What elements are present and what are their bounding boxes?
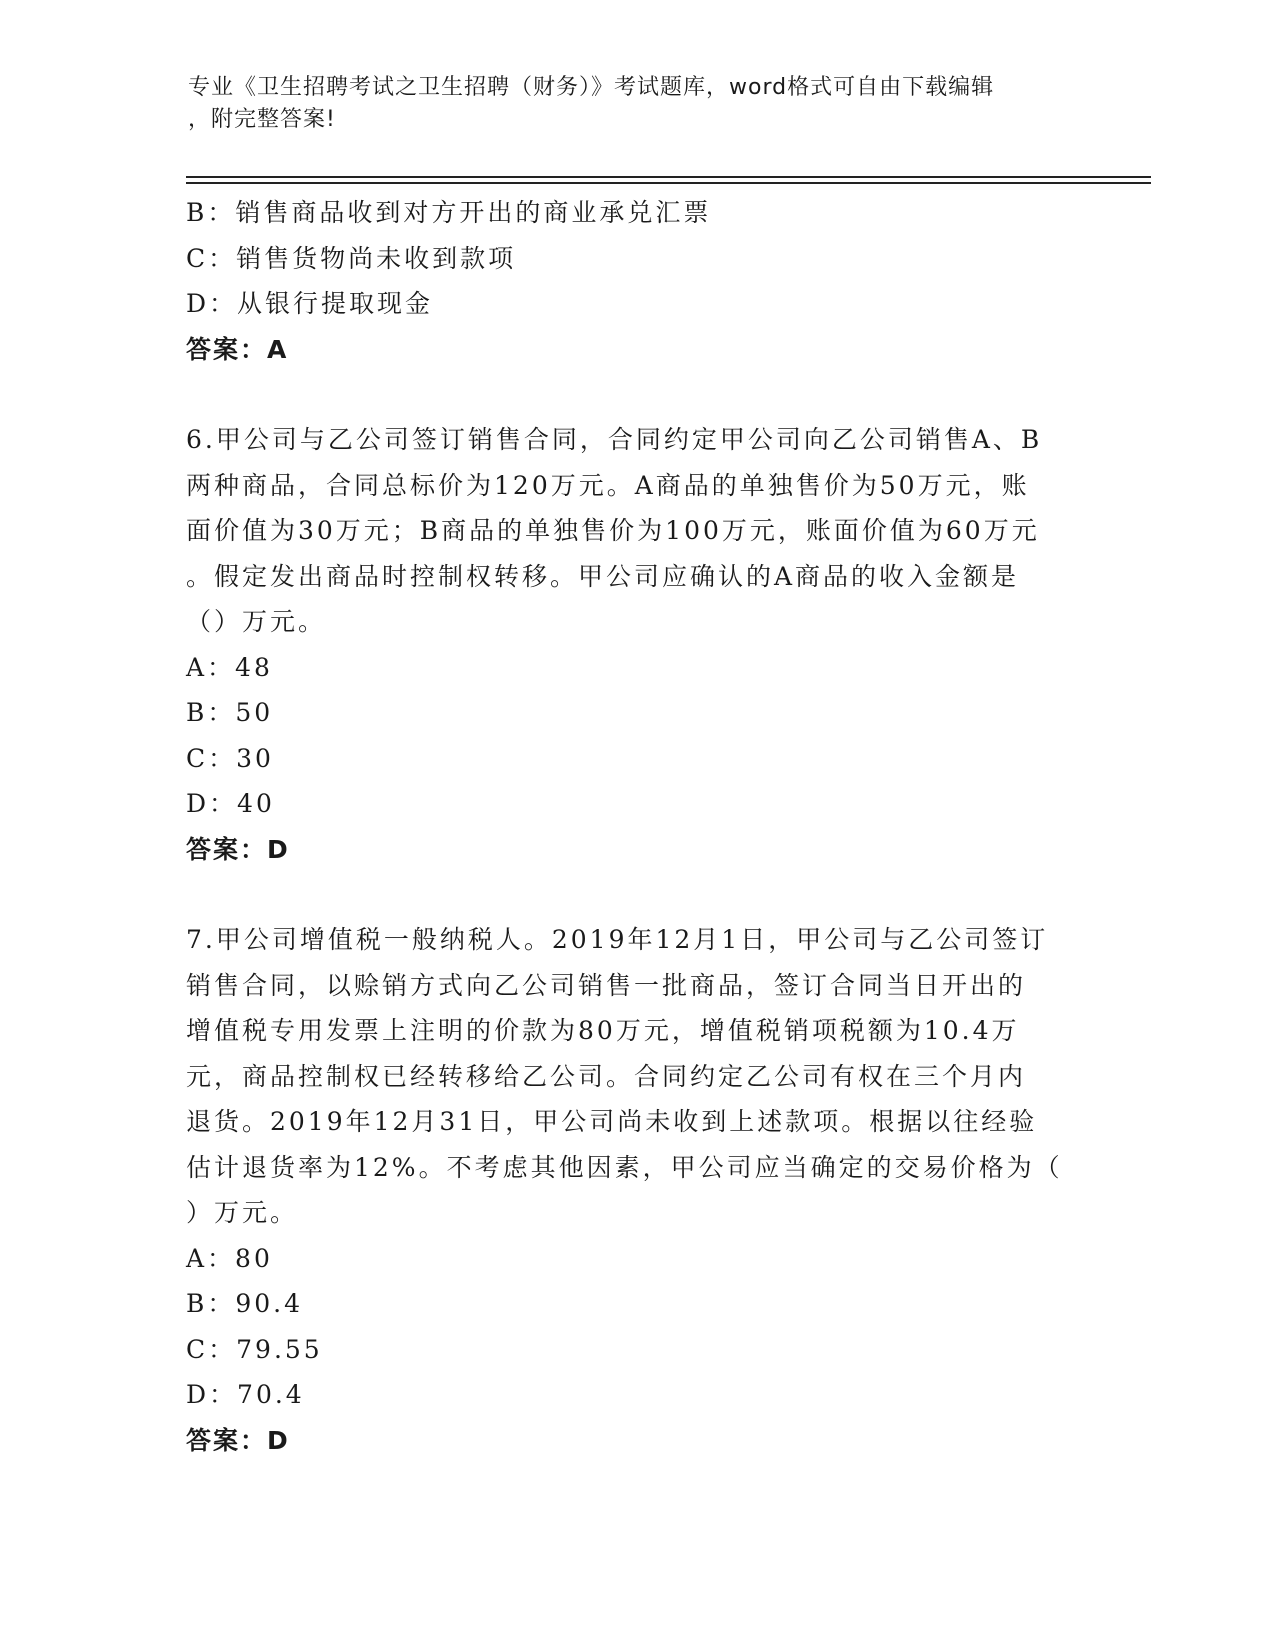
- question-text-line: 增值税专用发票上注明的价款为80万元，增值税销项税额为10.4万: [186, 1016, 1020, 1045]
- answer-line: 答案：D: [186, 1425, 290, 1455]
- question-text-line: 元，商品控制权已经转移给乙公司。合同约定乙公司有权在三个月内: [186, 1061, 1027, 1091]
- previous-question: [186, 190, 1086, 372]
- question-text-line: 两种商品，合同总标价为120万元。A商品的单独售价为50万元，账: [186, 470, 1030, 500]
- spacer: [186, 872, 1086, 917]
- option-c: C：销售货物尚未收到款项: [186, 243, 517, 273]
- option-a: A：48: [186, 652, 273, 682]
- option-d: D：从银行提取现金: [186, 289, 434, 318]
- question-text-line: 。假定发出商品时控制权转移。甲公司应确认的A商品的收入金额是: [186, 561, 1020, 591]
- option-b: B：50: [186, 698, 274, 727]
- question-text-line: 7.甲公司增值税一般纳税人。2019年12月1日，甲公司与乙公司签订: [186, 925, 1049, 954]
- question-text-line: 退货。2019年12月31日，甲公司尚未收到上述款项。根据以往经验: [186, 1107, 1038, 1136]
- question-text-line: （）万元。: [186, 607, 327, 636]
- page-header: [188, 72, 1088, 136]
- question-text-line: 面价值为30万元；B商品的单独售价为100万元，账面价值为60万元: [186, 516, 1040, 545]
- question-text-line: ）万元。: [186, 1198, 299, 1227]
- option-d: D：40: [186, 789, 275, 818]
- option-d: D：70.4: [186, 1380, 305, 1409]
- option-c: C：79.55: [186, 1334, 323, 1364]
- option-b: B：销售商品收到对方开出的商业承兑汇票: [186, 198, 712, 227]
- question-6: [186, 417, 1086, 872]
- question-7: [186, 917, 1086, 1463]
- header-divider-top: [186, 176, 1151, 178]
- spacer: [186, 372, 1086, 417]
- question-content: [186, 190, 1086, 1463]
- header-line-2: ，附完整答案!: [188, 107, 336, 132]
- answer-line: 答案：A: [186, 334, 289, 364]
- header-divider-bottom: [186, 182, 1151, 184]
- header-line-1: 专业《卫生招聘考试之卫生招聘（财务）》考试题库，word格式可自由下载编辑: [188, 75, 995, 100]
- option-b: B：90.4: [186, 1289, 304, 1318]
- question-text-line: 6.甲公司与乙公司签订销售合同，合同约定甲公司向乙公司销售A、B: [186, 425, 1043, 454]
- question-text-line: 估计退货率为12%。不考虑其他因素，甲公司应当确定的交易价格为（: [186, 1152, 1063, 1182]
- question-text-line: 销售合同，以赊销方式向乙公司销售一批商品，签订合同当日开出的: [186, 970, 1027, 1000]
- option-a: A：80: [186, 1243, 273, 1273]
- option-c: C：30: [186, 743, 274, 773]
- answer-line: 答案：D: [186, 834, 290, 864]
